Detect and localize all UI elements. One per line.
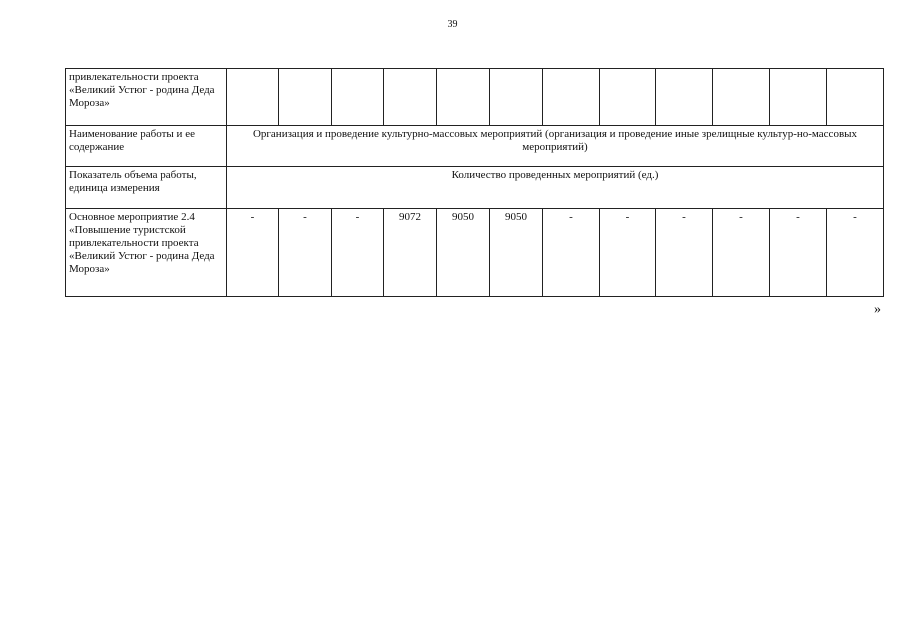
row-label: Основное мероприятие 2.4 «Повышение туристской привлекательности проекта «Великий Устюг - родина Деда Мороза»: [66, 209, 227, 297]
table-cell: -: [770, 209, 827, 297]
page-number: 39: [447, 19, 458, 30]
table-cell: 9072: [384, 209, 437, 297]
table-cell: [770, 69, 827, 126]
table-cell: -: [600, 209, 656, 297]
table-cell: [827, 69, 884, 126]
table-cell: [656, 69, 713, 126]
table-row: [66, 126, 884, 167]
table-row: [66, 167, 884, 209]
volume-indicator: Количество проведенных мероприятий (ед.): [227, 167, 884, 209]
table-cell: [227, 69, 279, 126]
work-description: Организация и проведение культурно-массовых мероприятий (организация и проведение иные зрелищные культур-но-массовых мероприятий): [227, 126, 884, 167]
table-cell: 9050: [437, 209, 490, 297]
table-cell: -: [332, 209, 384, 297]
row-label: привлекательности проекта «Великий Устюг - родина Деда Мороза»: [66, 69, 227, 126]
table-cell: -: [713, 209, 770, 297]
table-cell: [543, 69, 600, 126]
table-cell: [713, 69, 770, 126]
table-cell: [332, 69, 384, 126]
table-cell: [490, 69, 543, 126]
indicator-table: [65, 68, 884, 297]
table-cell: -: [543, 209, 600, 297]
table-cell: [279, 69, 332, 126]
row-label: Наименование работы и ее содержание: [66, 126, 227, 167]
table-cell: -: [656, 209, 713, 297]
table-cell: -: [827, 209, 884, 297]
table-row: [66, 209, 884, 297]
row-label: Показатель объема работы, единица измерения: [66, 167, 227, 209]
table-cell: -: [279, 209, 332, 297]
table-cell: [600, 69, 656, 126]
table-cell: [437, 69, 490, 126]
table-cell: 9050: [490, 209, 543, 297]
table-cell: [384, 69, 437, 126]
table-cell: -: [227, 209, 279, 297]
closing-quote-mark: »: [874, 302, 881, 317]
table-row: [66, 69, 884, 126]
